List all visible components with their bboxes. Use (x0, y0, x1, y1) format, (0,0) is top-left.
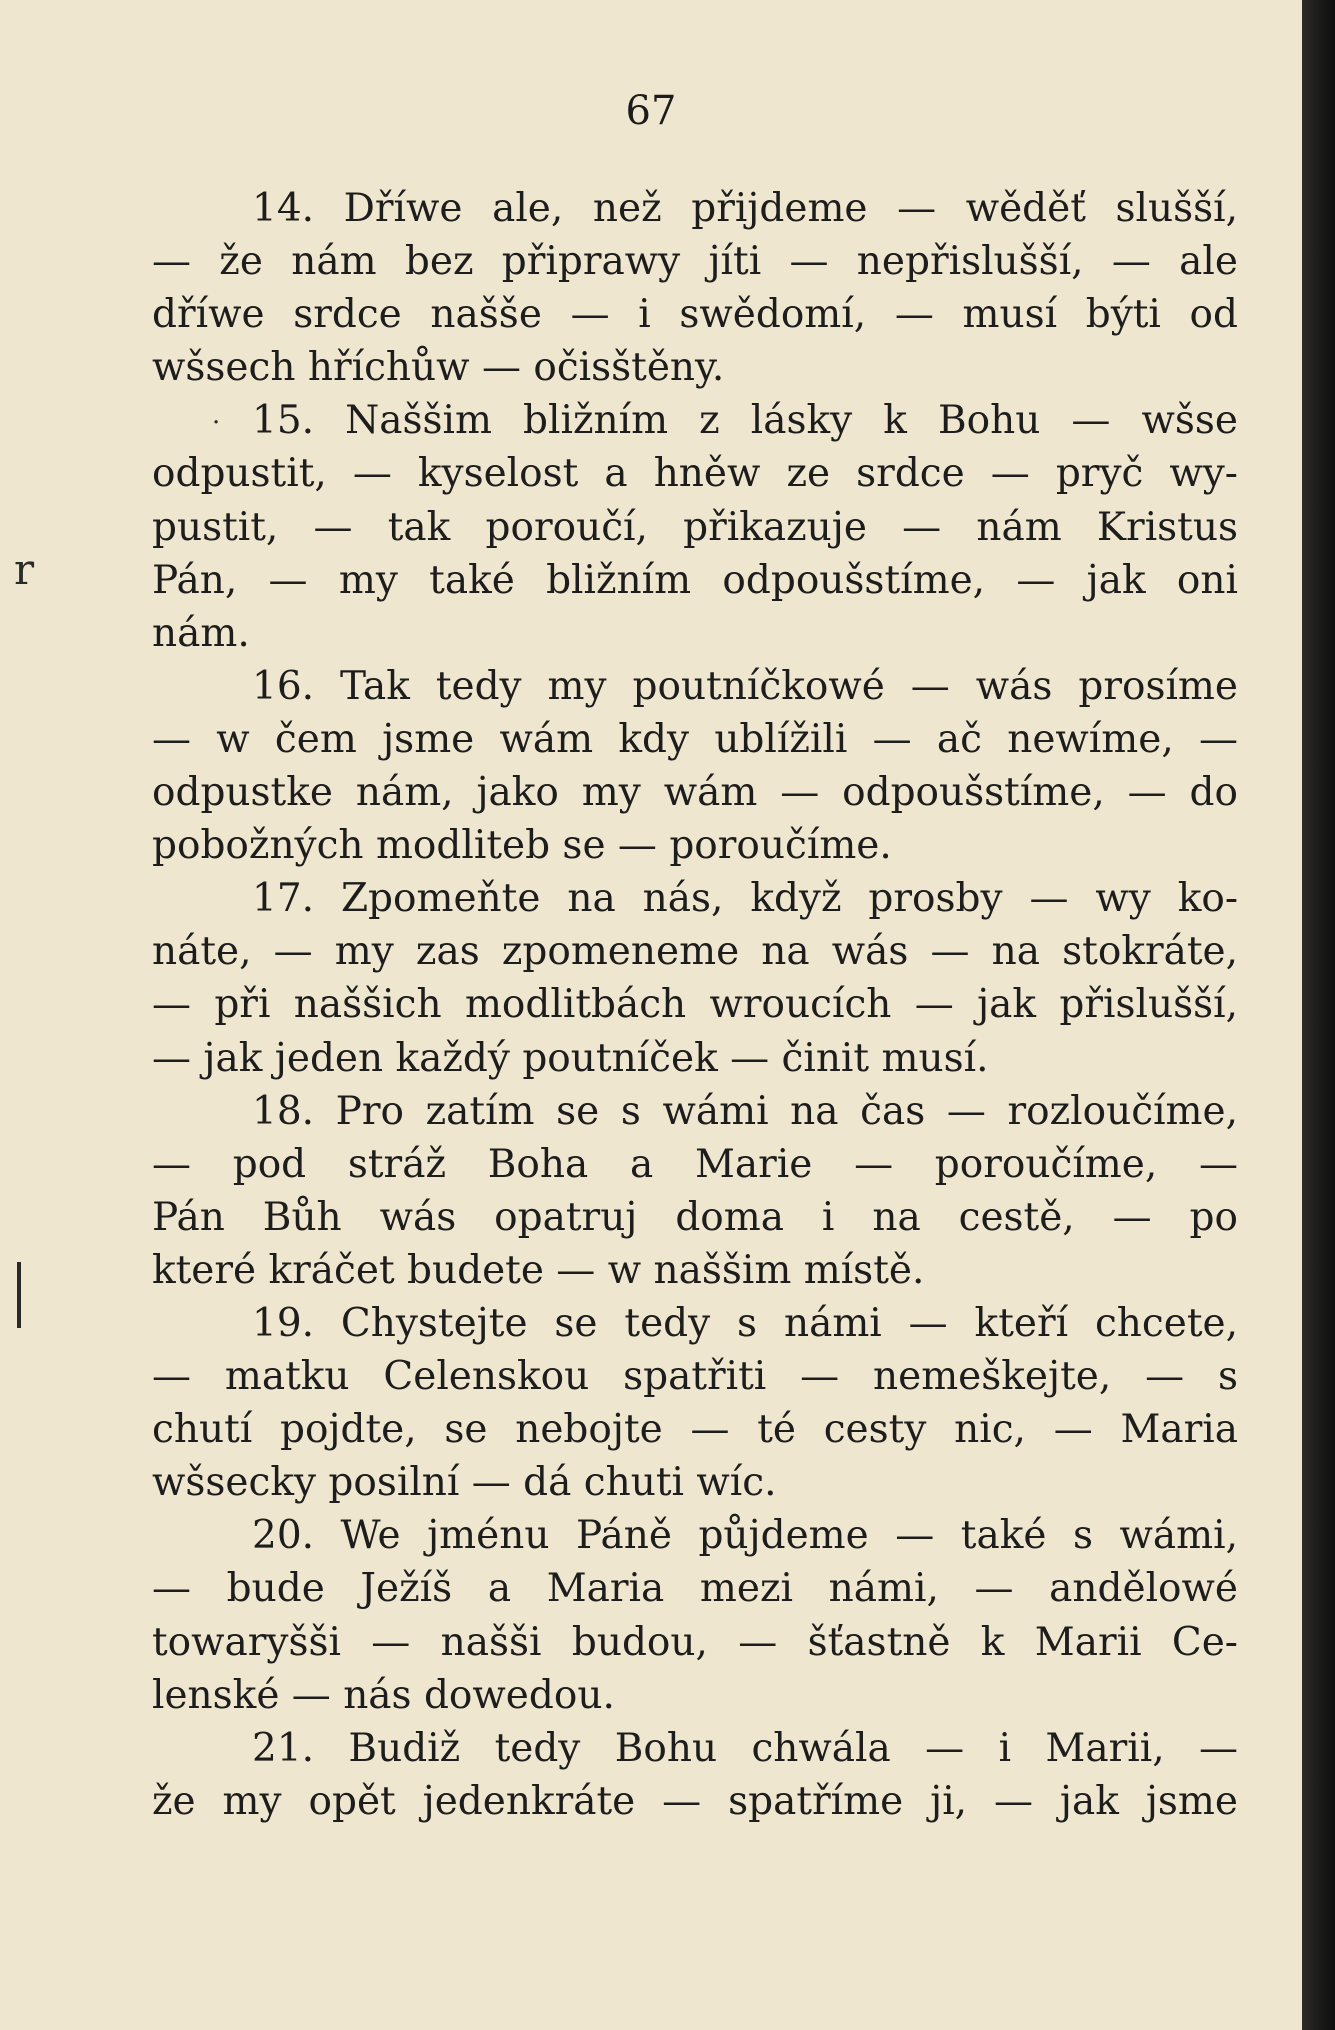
page-number: 67 (625, 88, 677, 134)
text-line: lenské — nás dowedou. (152, 1672, 615, 1718)
text-line: 15. Naššim bližním z lásky k Bohu — wšse (252, 398, 1238, 444)
text-line: které kráčet budete — w naššim místě. (152, 1247, 925, 1293)
text-line: 16. Tak tedy my poutníčkowé — wás prosíme (252, 663, 1238, 709)
text-line: 20. We jménu Páně půjdeme — také s wámi, (252, 1513, 1238, 1559)
text-line: — w čem jsme wám kdy ublížili — ač newíme, — (152, 716, 1238, 762)
margin-dot: · (212, 408, 221, 438)
book-spine (1302, 0, 1335, 2030)
text-line: nám. (152, 610, 250, 656)
text-block (152, 182, 1238, 1828)
margin-mark: r (14, 545, 35, 594)
text-line: — pod stráž Boha a Marie — poroučíme, — (152, 1141, 1238, 1187)
text-line: — bude Ježíš a Maria mezi námi, — andělowé (152, 1566, 1238, 1612)
text-line: pustit, — tak poroučí, přikazuje — nám Kristus (152, 504, 1238, 550)
text-line: — že nám bez připrawy jíti — nepřislušší, — ale (152, 239, 1238, 285)
text-line: — při naššich modlitbách wroucích — jak přislušší, (152, 982, 1238, 1028)
text-line: pobožných modliteb se — poroučíme. (152, 823, 892, 869)
text-line: odpustit, — kyselost a hněw ze srdce — pryč wy- (152, 451, 1238, 497)
text-line: 18. Pro zatím se s wámi na čas — rozloučíme, (252, 1088, 1238, 1134)
text-line: 14. Dříwe ale, než přijdeme — wěděť slušší, (252, 186, 1238, 231)
text-line: odpustke nám, jako my wám — odpoušstíme, — do (152, 770, 1238, 816)
text-line: 19. Chystejte se tedy s námi — kteří chcete, (252, 1300, 1238, 1346)
text-line: Pán Bůh wás opatruj doma i na cestě, — po (152, 1194, 1238, 1240)
text-line: Pán, — my také bližním odpoušstíme, — jak oni (152, 557, 1238, 603)
text-line: náte, — my zas zpomeneme na wás — na stokráte, (152, 929, 1238, 975)
text-line: — matku Celenskou spatřiti — nemeškejte, — s (152, 1354, 1238, 1400)
text-line: wšsecky posilní — dá chuti wíc. (152, 1460, 777, 1506)
text-line: chutí pojdte, se nebojte — té cesty nic, — Maria (152, 1407, 1238, 1453)
text-line: 21. Budiž tedy Bohu chwála — i Marii, — (252, 1725, 1238, 1771)
margin-bar (17, 1262, 21, 1328)
text-line: wšsech hříchůw — očisštěny. (152, 345, 725, 391)
text-line: 17. Zpomeňte na nás, když prosby — wy ko- (252, 876, 1238, 922)
text-line: že my opět jedenkráte — spatříme ji, — jak jsme (152, 1778, 1238, 1824)
text-line: towaryšši — našši budou, — šťastně k Marii Ce- (152, 1619, 1238, 1665)
text-line: dříwe srdce našše — i swědomí, — musí býti od (152, 292, 1238, 338)
text-line: — jak jeden každý poutníček — činit musí. (152, 1035, 989, 1081)
